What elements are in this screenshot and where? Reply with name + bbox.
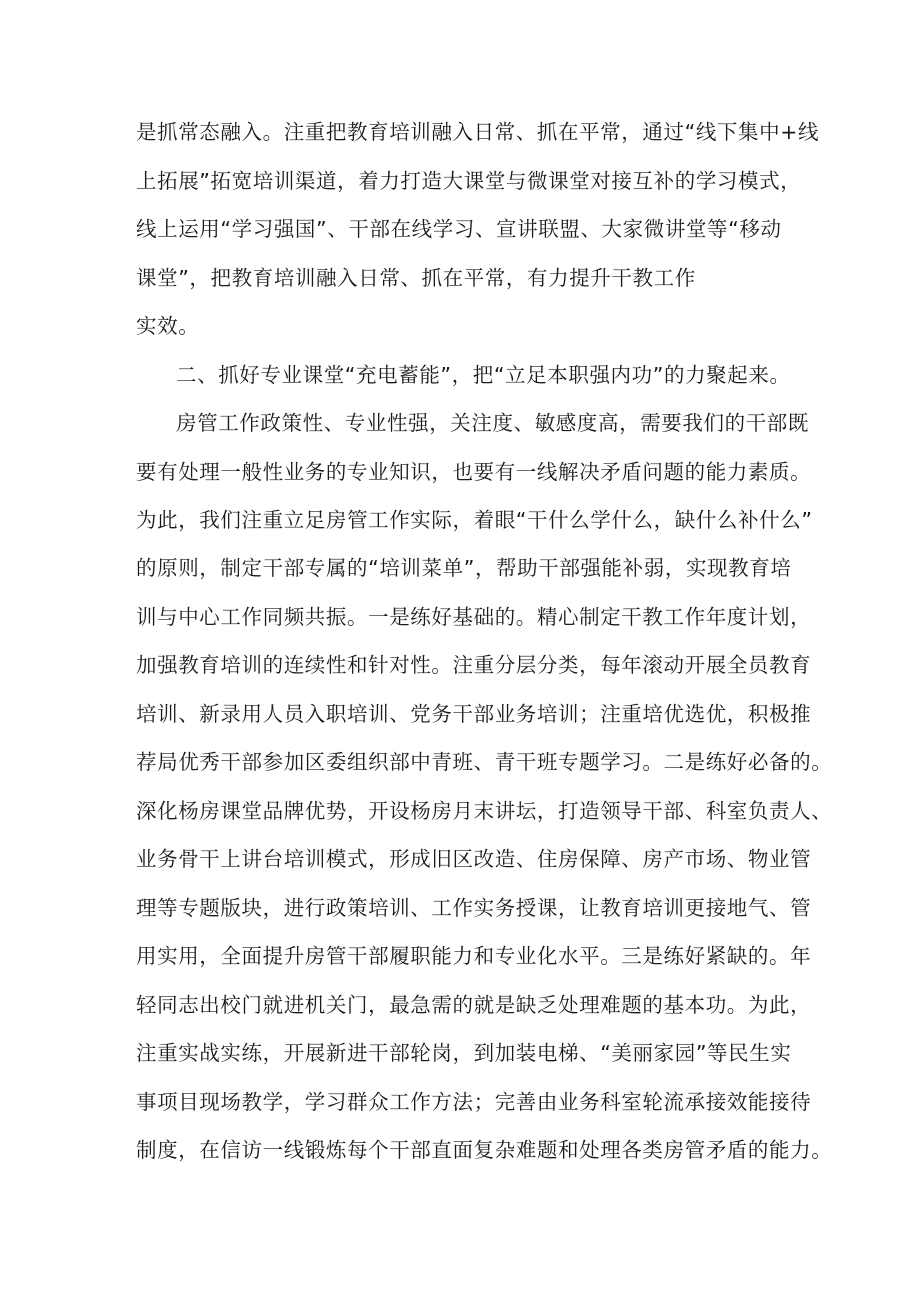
text-line-19: 轻同志出校门就进机关门，最急需的就是缺乏处理难题的基本功。为此，	[136, 993, 812, 1017]
text-line-14: 荐局优秀干部参加区委组织部中青班、青干班专题学习。二是练好必备的。	[136, 750, 833, 774]
text-line-2: 上拓展”拓宽培训渠道，着力打造大课堂与微课堂对接互补的学习模式，	[136, 169, 802, 193]
text-line-15: 深化杨房课堂品牌优势，开设杨房月末讲坛，打造领导干部、科室负责人、	[136, 799, 833, 823]
text-line-5: 实效。	[136, 314, 200, 338]
text-line-10: 的原则，制定干部专属的“培训菜单”，帮助干部强能补弱，实现教育培	[136, 556, 792, 580]
text-line-20: 注重实战实练，开展新进干部轮岗，到加装电梯、“美丽家园”等民生实	[136, 1041, 792, 1065]
text-line-3: 线上运用“学习强国”、干部在线学习、宣讲联盟、大家微讲堂等“移动	[136, 217, 782, 241]
text-line-8: 要有处理一般性业务的专业知识，也要有一线解决矛盾问题的能力素质。	[136, 460, 812, 484]
text-line-22: 制度，在信访一线锻炼每个干部直面复杂难题和处理各类房管矛盾的能力。	[136, 1138, 833, 1162]
text-line-16: 业务骨干上讲台培训模式，形成旧区改造、住房保障、房产市场、物业管	[136, 847, 812, 871]
text-line-12: 加强教育培训的连续性和针对性。注重分层分类，每年滚动开展全员教育	[136, 653, 812, 677]
text-line-17: 理等专题版块，进行政策培训、工作实务授课，让教育培训更接地气、管	[136, 896, 812, 920]
text-line-1: 是抓常态融入。注重把教育培训融入日常、抓在平常，通过“线下集中+线	[136, 120, 820, 144]
section-heading: 二、抓好专业课堂“充电蓄能”，把“立足本职强内功”的力聚起来。	[176, 363, 791, 387]
text-line-9: 为此，我们注重立足房管工作实际，着眼“干什么学什么，缺什么补什么”	[136, 508, 813, 532]
text-line-13: 培训、新录用人员入职培训、党务干部业务培训；注重培优选优，积极推	[136, 702, 812, 726]
text-line-4: 课堂”，把教育培训融入日常、抓在平常，有力提升干教工作	[136, 266, 696, 290]
text-line-21: 事项目现场教学，学习群众工作方法；完善由业务科室轮流承接效能接待	[136, 1090, 812, 1114]
text-line-7: 房管工作政策性、专业性强，关注度、敏感度高，需要我们的干部既	[176, 411, 809, 435]
text-line-11: 训与中心工作同频共振。一是练好基础的。精心制定干教工作年度计划，	[136, 605, 812, 629]
text-line-18: 用实用，全面提升房管干部履职能力和专业化水平。三是练好紧缺的。年	[136, 944, 812, 968]
